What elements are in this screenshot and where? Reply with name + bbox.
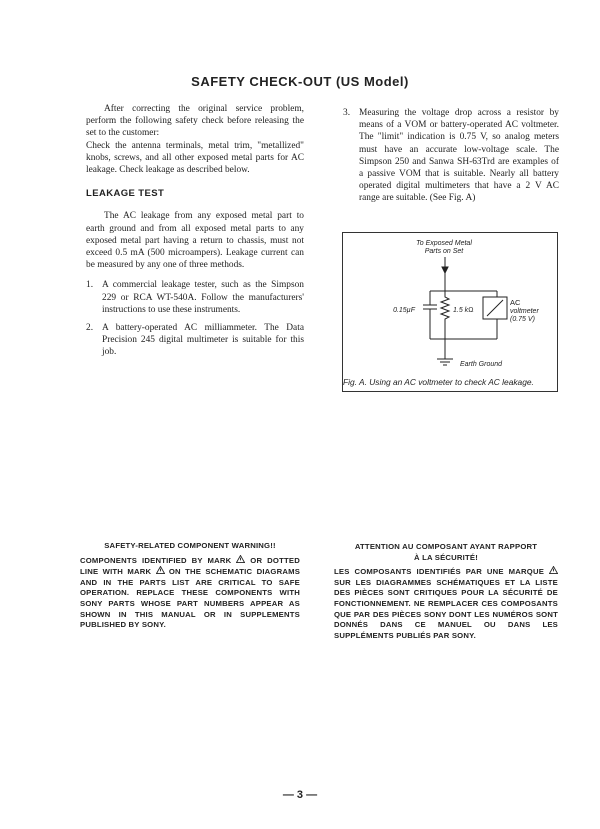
left-column: [86, 103, 304, 359]
resistor-label: 1.5 kΩ: [453, 307, 474, 314]
intro-paragraph: After correcting the original service problem, perform the following safety check before releasing the set to the customer:: [86, 104, 304, 139]
method-text: A commercial leakage tester, such as the Simpson 229 or RCA WT-540A. Follow the manufacturers' instructions to use these instruments.: [102, 280, 304, 315]
method-number: 1.: [86, 280, 94, 291]
probe-arrow-icon: [442, 267, 448, 273]
title-text: SAFETY CHECK-OUT: [191, 74, 332, 89]
warning-body: [334, 566, 558, 641]
warning-text-b: OR DOTTED LINE WITH MARK: [80, 555, 300, 577]
capacitor-label: 0.15µF: [393, 307, 415, 314]
method-number: 3.: [343, 108, 351, 118]
method-text: Measuring the voltage drop across a resistor by means of a VOM or battery-operated AC voltmeter. The "limit" indication is 0.75 V, so analog meters must have an accurate low-voltage scale. The Simpson 250 and Sanwa SH-63Trd are examples of a passive VOM that is suitable. Nearly all battery operated digital multimeters that have a 2 V AC range are suitable. (See Fig. A): [359, 108, 559, 204]
page-number: — 3 —: [282, 789, 318, 801]
warning-body: [80, 555, 300, 631]
safety-warning-english: [80, 541, 300, 631]
figure-caption: Fig. A. Using an AC voltmeter to check AC leakage.: [343, 377, 534, 387]
ground-label: Earth Ground: [460, 361, 503, 368]
meter-label-value: (0.75 V): [510, 316, 535, 323]
meter-label-ac: AC: [510, 298, 521, 307]
safety-warning-french: [334, 542, 558, 641]
right-column: [343, 107, 559, 205]
warning-text-c: ON THE SCHEMATIC DIAGRAMS AND IN THE PARTS LIST ARE CRITICAL TO SAFE OPERATION. REPLACE THESE COMPONENTS WITH SONY PARTS WHOSE PART NUMBERS APPEAR AS SHOWN IN THIS MANUAL OR IN SUPPLEMENTS PUBLISHED BY SONY.: [80, 567, 301, 630]
meter-label-voltmeter: voltmeter: [510, 308, 539, 315]
leakage-circuit-diagram: [343, 233, 557, 391]
method-item: [86, 279, 304, 316]
warning-triangle-icon: [156, 566, 165, 574]
top-label-line2: Parts on Set: [424, 248, 464, 255]
warning-triangle-icon: [549, 566, 558, 574]
intro-check-paragraph: Check the antenna terminals, metal trim, "metallized" knobs, screws, and all other exposed metal parts for AC leakage. Check leakage as described below.: [86, 140, 304, 176]
leakage-test-heading: LEAKAGE TEST: [86, 188, 165, 200]
warning-title-line1: ATTENTION AU COMPOSANT AYANT RAPPORT: [354, 542, 538, 551]
warning-title-line2: À LA SÉCURITÉ!: [413, 552, 478, 562]
title-model: (US Model): [335, 74, 409, 89]
warning-triangle-icon: [236, 555, 245, 563]
warning-text-a: LES COMPOSANTS IDENTIFIÉS PAR UNE MARQUE: [334, 567, 545, 577]
voltmeter-needle: [487, 300, 503, 316]
resistor-symbol: [441, 291, 449, 339]
top-label-line1: To Exposed Metal: [416, 240, 472, 247]
method-item: [86, 322, 304, 359]
warning-text-a: COMPONENTS IDENTIFIED BY MARK: [80, 555, 232, 565]
figure-a-box: [342, 232, 558, 392]
page-title: [0, 74, 600, 89]
method-item: [343, 107, 559, 205]
warning-text-b: SUR LES DIAGRAMMES SCHÉMATIQUES ET LA LISTE DES PIÈCES SONT CRITIQUES POUR LA SÉCURITÉ DE FONCTIONNEMENT. NE REMPLACER CES COMPOSANTS QUE PAR DES PIÈCES SONY DONT LES NUMÉROS SONT DONNÉS DANS CE MANUEL OU DANS LES SUPPLÉMENTS PUBLIÉS PAR SONY.: [334, 577, 558, 640]
method-text: A battery-operated AC milliammeter. The Data Precision 245 digital multimeter is suitable for this job.: [102, 323, 304, 358]
warning-title: SAFETY-RELATED COMPONENT WARNING!!: [104, 541, 276, 550]
leakage-paragraph: The AC leakage from any exposed metal part to earth ground and from all exposed metal parts to any exposed metal part having a return to chassis, must not exceed 0.5 mA (500 microampers). Leakage current can be measured by any one of three methods.: [86, 211, 304, 271]
method-number: 2.: [86, 323, 94, 334]
